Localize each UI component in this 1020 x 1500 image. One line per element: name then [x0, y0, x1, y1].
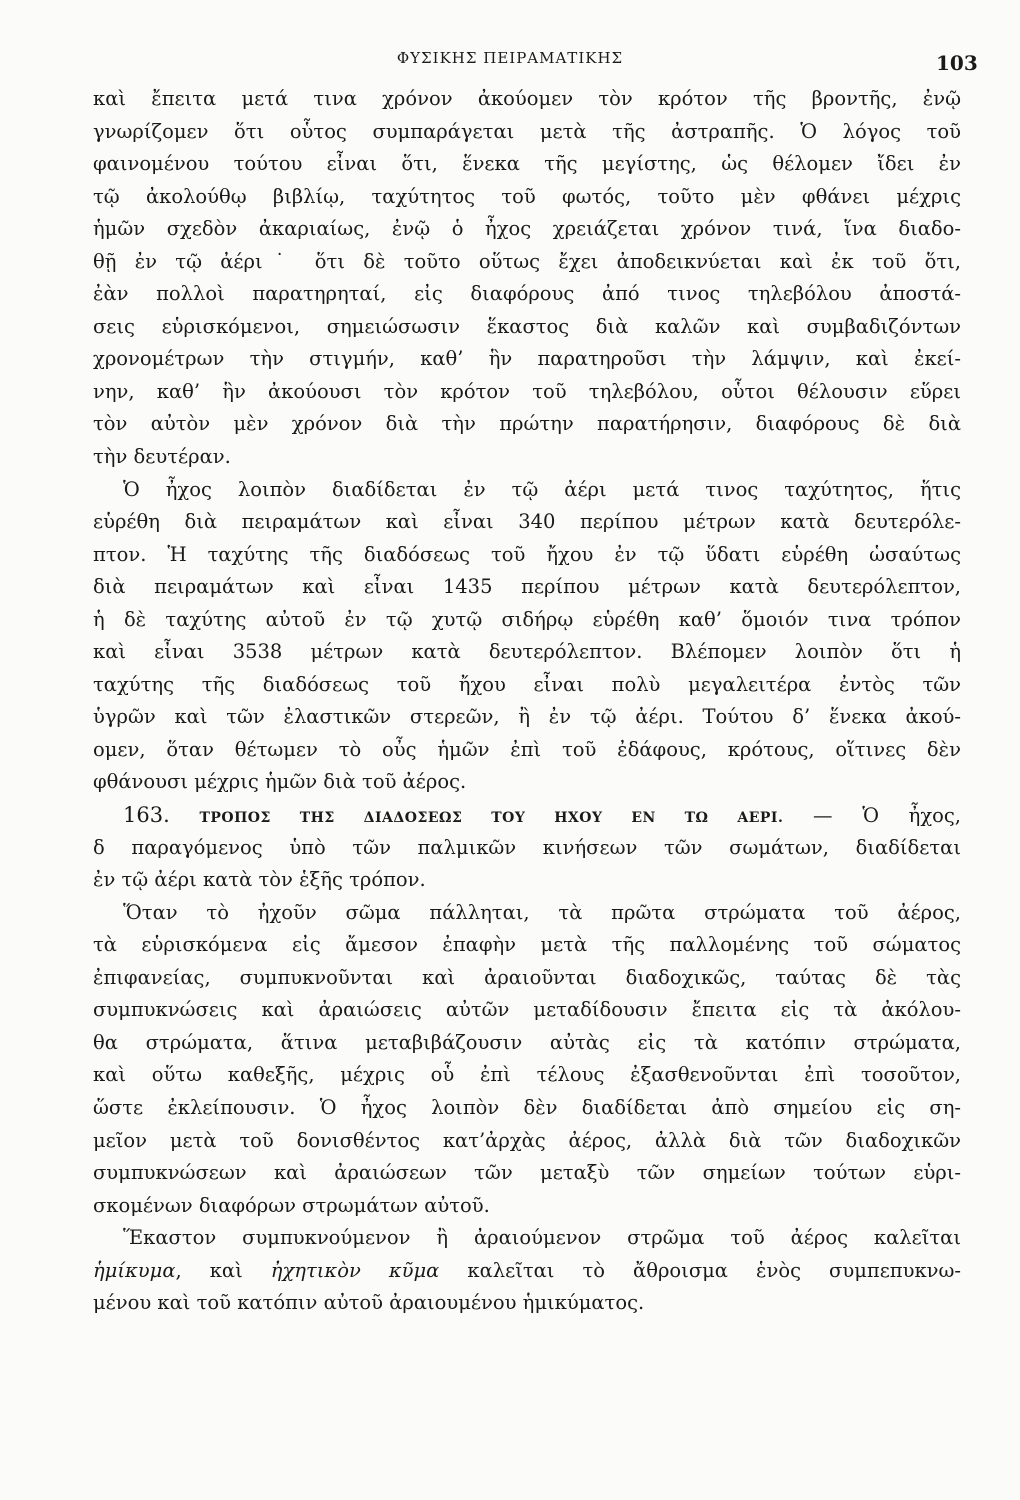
- text-line: φαινομένου τούτου εἶναι ὅτι, ἕνεκα τῆς μεγίστης, ὡς θέλομεν ἴδει ἐν: [93, 152, 961, 176]
- text-line: ὥστε ἐκλείπουσιν. Ὁ ἦχος λοιπὸν δὲν διαδίδεται ἀπὸ σημείου εἰς ση-: [93, 1095, 961, 1119]
- text-line: καὶ ἔπειτα μετά τινα χρόνον ἀκούομεν τὸν κρότον τῆς βροντῆς, ἐνῷ: [93, 87, 961, 110]
- text-line: μεῖον μετὰ τοῦ δονισθέντος κατ’ἀρχὰς ἀέρος, ἀλλὰ διὰ τῶν διαδοχικῶν: [93, 1128, 961, 1152]
- text-line: θῇ ἐν τῷ ἀέρι˙ ὅτι δὲ τοῦτο οὕτως ἔχει ἀποδεικνύεται καὶ ἐκ τοῦ ὅτι,: [93, 249, 961, 273]
- text-line: τῷ ἀκολούθῳ βιβλίῳ, ταχύτητος τοῦ φωτός, τοῦτο μὲν φθάνει μέχρις: [93, 184, 961, 208]
- text-line: συμπυκνώσεις καὶ ἀραιώσεις αὐτῶν μεταδίδουσιν ἔπειτα εἰς τὰ ἀκόλου-: [93, 998, 961, 1022]
- section-number: 163.: [123, 803, 170, 828]
- text-line: τὰ εὑρισκόμενα εἰς ἄμεσον ἐπαφὴν μετὰ τῆς παλλομένης τοῦ σώματος: [93, 933, 961, 957]
- text-line: ἡμῶν σχεδὸν ἀκαριαίως, ἐνῷ ὁ ἦχος χρειάζεται χρόνον τινά, ἵνα διαδο-: [93, 217, 961, 241]
- text-line: ἐπιφανείας, συμπυκνοῦνται καὶ ἀραιοῦνται διαδοχικῶς, ταύτας δὲ τὰς: [93, 965, 961, 989]
- text-line: Ὅταν τὸ ἠχοῦν σῶμα πάλληται, τὰ πρῶτα στρώματα τοῦ ἀέρος,: [123, 900, 961, 924]
- text-line: ἡ δὲ ταχύτης αὐτοῦ ἐν τῷ χυτῷ σιδήρῳ εὑρέθη καθ’ ὅμοιόν τινα τρόπον: [93, 607, 961, 631]
- section-title: ΤΡΟΠΟΣ ΤΗΣ ΔΙΑΔΟΣΕΩΣ ΤΟΥ ΗΧΟΥ ΕΝ ΤΩ ΑΕΡΙ.: [199, 810, 784, 827]
- text-line: καὶ οὕτω καθεξῆς, μέχρις οὗ ἐπὶ τέλους ἐξασθενοῦνται ἐπὶ τοσοῦτον,: [93, 1063, 961, 1087]
- text-line: μένου καὶ τοῦ κατόπιν αὐτοῦ ἀραιουμένου ἡμικύματος.: [93, 1291, 645, 1315]
- text-line: ἐν τῷ ἀέρι κατὰ τὸν ἑξῆς τρόπον.: [93, 868, 426, 892]
- text-line: διὰ πειραμάτων καὶ εἶναι 1435 περίπου μέτρων κατὰ δευτερόλεπτον,: [93, 575, 961, 599]
- text-line: θα στρώματα, ἅτινα μεταβιβάζουσιν αὐτὰς εἰς τὰ κατόπιν στρώματα,: [93, 1030, 961, 1054]
- text-line: δ παραγόμενος ὑπὸ τῶν παλμικῶν κινήσεων τῶν σωμάτων, διαδίδεται: [93, 835, 961, 859]
- section-lead: — Ὁ ἦχος,: [813, 804, 961, 828]
- text-line: Ὁ ἦχος λοιπὸν διαδίδεται ἐν τῷ ἀέρι μετά τινος ταχύτητος, ἥτις: [123, 477, 961, 501]
- section-heading: [93, 799, 961, 832]
- text-line: σκομένων διαφόρων στρωμάτων αὐτοῦ.: [93, 1193, 490, 1217]
- page-body: [93, 83, 961, 1320]
- text-line: ὑγρῶν καὶ τῶν ἐλαστικῶν στερεῶν, ἢ ἐν τῷ ἀέρι. Τούτου δ’ ἕνεκα ἀκού-: [93, 705, 961, 729]
- text-line: γνωρίζομεν ὅτι οὗτος συμπαράγεται μετὰ τῆς ἀστραπῆς. Ὁ λόγος τοῦ: [93, 119, 961, 143]
- text-line: σεις εὑρισκόμενοι, σημειώσωσιν ἕκαστος διὰ καλῶν καὶ συμβαδιζόντων: [93, 314, 961, 338]
- text-line-with-terms: [93, 1255, 961, 1288]
- text-line: Ἕκαστον συμπυκνούμενον ἢ ἀραιούμενον στρῶμα τοῦ ἀέρος καλεῖται: [123, 1226, 961, 1250]
- text-line: τὸν αὐτὸν μὲν χρόνον διὰ τὴν πρώτην παρατήρησιν, διαφόρους δὲ διὰ: [93, 412, 961, 436]
- text-line: εὑρέθη διὰ πειραμάτων καὶ εἶναι 340 περίπου μέτρων κατὰ δευτερόλε-: [93, 510, 961, 534]
- running-title: ΦΥΣΙΚΗΣ ΠΕΙΡΑΜΑΤΙΚΗΣ: [396, 49, 624, 67]
- term-sound-wave: ἠχητικὸν κῦμα: [270, 1258, 440, 1282]
- text-fragment: καλεῖται τὸ ἄθροισμα ἑνὸς συμπεπυκνω-: [467, 1258, 961, 1282]
- text-line: τὴν δευτέραν.: [93, 445, 231, 469]
- text-line: συμπυκνώσεων καὶ ἀραιώσεων τῶν μεταξὺ τῶν σημείων τούτων εὑρι-: [93, 1161, 961, 1185]
- text-line: πτον. Ἡ ταχύτης τῆς διαδόσεως τοῦ ἤχου ἐν τῷ ὕδατι εὑρέθη ὡσαύτως: [93, 542, 961, 566]
- text-line: καὶ εἶναι 3538 μέτρων κατὰ δευτερόλεπτον. Βλέπομεν λοιπὸν ὅτι ἡ: [93, 640, 961, 664]
- text-line: φθάνουσι μέχρις ἡμῶν διὰ τοῦ ἀέρος.: [93, 770, 467, 794]
- text-line: νην, καθ’ ἣν ἀκούουσι τὸν κρότον τοῦ τηλεβόλου, οὗτοι θέλουσιν εὕρει: [93, 379, 961, 403]
- text-line: χρονομέτρων τὴν στιγμήν, καθ’ ἣν παρατηροῦσι τὴν λάμψιν, καὶ ἐκεί-: [93, 347, 961, 371]
- text-line: ομεν, ὅταν θέτωμεν τὸ οὖς ἡμῶν ἐπὶ τοῦ ἐδάφους, κρότους, οἵτινες δὲν: [93, 737, 961, 761]
- text-line: ἐὰν πολλοὶ παρατηρηταί, εἰς διαφόρους ἀπό τινος τηλεβόλου ἀποστά-: [93, 282, 961, 306]
- page-number: 103: [936, 51, 978, 75]
- term-hemikyma: ἡμίκυμα: [93, 1258, 176, 1282]
- text-fragment: , καὶ: [175, 1258, 243, 1282]
- text-line: ταχύτης τῆς διαδόσεως τοῦ ἤχου εἶναι πολὺ μεγαλειτέρα ἐντὸς τῶν: [93, 672, 961, 696]
